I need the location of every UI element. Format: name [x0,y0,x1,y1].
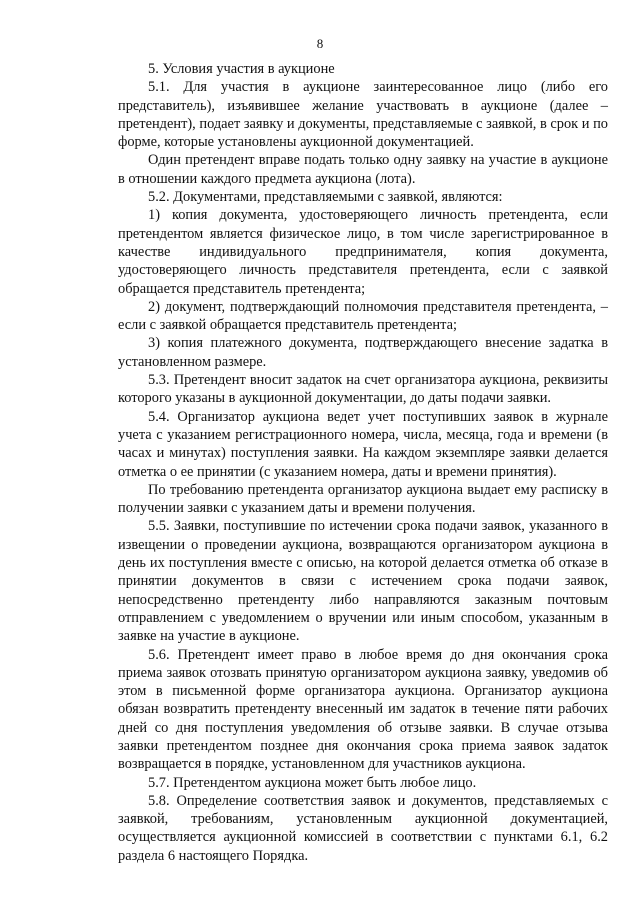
document-body [118,60,608,865]
paragraph-5-4: 5.4. Организатор аукциона ведет учет поступивших заявок в журнале учета с указанием регистрационного номера, числа, месяца, года и времени (в часах и минутах) поступления заявки. На каждом экземпляре заявки делается отметка о ее принятии (с указанием номера, даты и времени принятия). [118,408,608,480]
paragraph-5-2-item-1: 1) копия документа, удостоверяющего личность претендента, если претендентом является физическое лицо, в том числе зарегистрированное в качестве индивидуального предпринимателя, копия документа, удостоверяющего личность представителя претендента, если с заявкой обращается представитель претендента; [118,207,608,297]
paragraph-5-2-item-2: 2) документ, подтверждающий полномочия представителя претендента, – если с заявкой обращается представитель претендента; [118,298,608,334]
paragraph-5-1: 5.1. Для участия в аукционе заинтересованное лицо (либо его представитель), изъявившее желание участвовать в аукционе (далее – претендент), подает заявку и документы, представляемые с заявкой, в срок и по форме, которые установлены аукционной документацией. [118,79,608,151]
paragraph-5-5: 5.5. Заявки, поступившие по истечении срока подачи заявок, указанного в извещении о проведении аукциона, возвращаются организатором аукциона в день их поступления вместе с описью, на которой делается отметка об отказе в принятии документов в связи с истечением срока подачи заявок, непосредственно претенденту либо направляются заказным почтовым отправлением с уведомлением о вручении или иным способом, указанным в заявке на участие в аукционе. [118,518,608,645]
paragraph-5-3: 5.3. Претендент вносит задаток на счет организатора аукциона, реквизиты которого указаны в аукционной документации, до даты подачи заявки. [118,372,608,407]
paragraph-5-7: 5.7. Претендентом аукциона может быть любое лицо. [148,774,477,791]
paragraph-5-6: 5.6. Претендент имеет право в любое время до дня окончания срока приема заявок отозвать принятую организатором аукциона заявку, уведомив об этом в письменной форме организатора аукциона. Организатор аукциона обязан возвратить претенденту внесенный им задаток в течение пяти рабочих дней со дня поступления уведомления об отзыве заявки. В случае отзыва заявки претендентом позднее дня окончания срока приема заявок задаток возвращается в порядке, установленном для участников аукциона. [118,646,608,773]
paragraph-5-8: 5.8. Определение соответствия заявок и документов, представляемых с заявкой, требованиям, установленным аукционной документацией, осуществляется аукционной комиссией в соответствии с пунктами 6.1, 6.2 раздела 6 настоящего Порядка. [118,792,608,864]
paragraph-5-2-item-3: 3) копия платежного документа, подтверждающего внесение задатка в установленном размере. [118,335,608,370]
paragraph-one-application: Один претендент вправе подать только одну заявку на участие в аукционе в отношении каждого предмета аукциона (лота). [118,152,608,187]
paragraph-receipt: По требованию претендента организатор аукциона выдает ему расписку в получении заявки с указанием даты и времени получения. [118,481,608,517]
page-number: 8 [316,36,324,51]
paragraph-5-2: 5.2. Документами, представляемыми с заявкой, являются: [148,189,503,206]
section-heading: 5. Условия участия в аукционе [148,61,335,77]
